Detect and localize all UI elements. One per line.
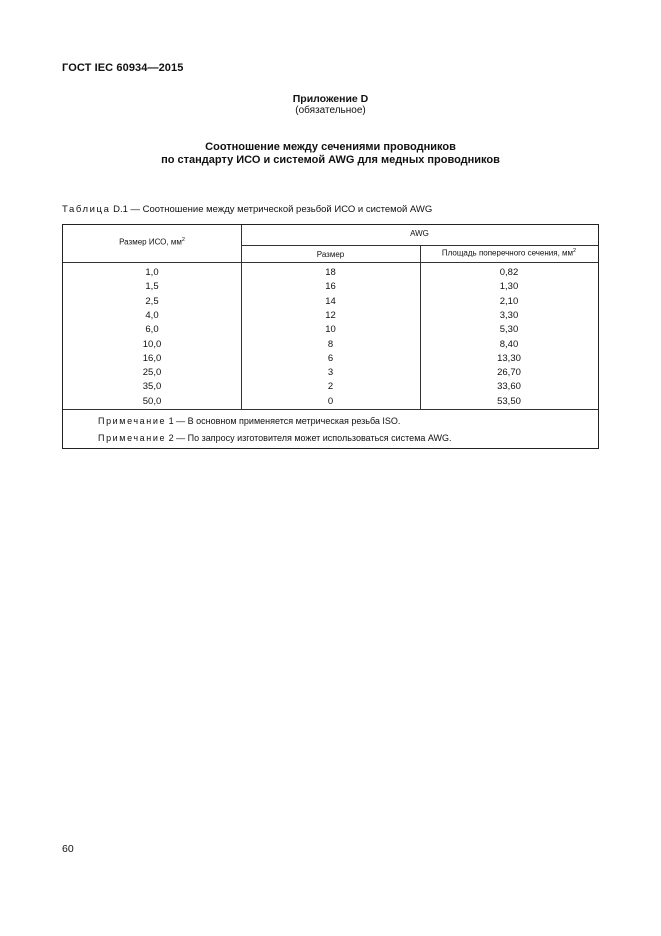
table-note-1: Примечание 1 — В основном применяется метрическая резьба ISO. xyxy=(98,416,401,426)
table-cell-iso: 1,5 xyxy=(145,281,159,293)
table-cell-awg: 6 xyxy=(327,352,334,364)
table-cell-area: 3,30 xyxy=(499,309,519,321)
table-cell-area: 26,70 xyxy=(497,367,521,379)
header-awg-size: Размер xyxy=(316,250,345,259)
table-note-2: Примечание 2 — По запросу изготовителя может использоваться система AWG. xyxy=(98,433,452,443)
table-cell-iso: 16,0 xyxy=(142,352,162,364)
table-cell-awg: 3 xyxy=(327,367,334,379)
header-divider xyxy=(241,245,598,246)
annex-heading-line-2: по стандарту ИСО и системой AWG для медных проводников xyxy=(161,154,500,166)
table-cell-area: 5,30 xyxy=(499,324,519,336)
annex-heading xyxy=(0,141,661,167)
annex-type: (обязательное) xyxy=(295,105,366,116)
table-cell-awg: 0 xyxy=(327,395,334,407)
header-awg: AWG xyxy=(410,229,429,238)
table-cell-awg: 10 xyxy=(325,324,336,336)
header-cross-section: Площадь поперечного сечения, $мм^2$ xyxy=(441,248,577,258)
data-bottom-line xyxy=(63,409,598,410)
table-cell-awg: 2 xyxy=(327,381,334,393)
table-cell-awg: 8 xyxy=(327,338,334,350)
table-cell-area: 33,60 xyxy=(497,381,521,393)
page-number: 60 xyxy=(62,843,74,855)
header-iso-size: Размер ИСО, $мм^2$ xyxy=(119,237,185,247)
table-cell-area: 0,82 xyxy=(499,267,519,278)
table-cell-awg: 12 xyxy=(325,309,336,321)
table-caption xyxy=(62,204,432,215)
table-cell-iso: 1,0 xyxy=(145,267,159,278)
table-cell-iso: 50,0 xyxy=(142,395,162,407)
annex-heading-line-1: Соотношение между сечениями проводников xyxy=(205,141,456,153)
table-cell-iso: 25,0 xyxy=(142,367,162,379)
table-caption-text: D.1 — Соотношение между метрической резьбой ИСО и системой AWG xyxy=(113,204,433,215)
standard-code: ГОСТ IEC 60934—2015 xyxy=(62,62,184,74)
table-cell-iso: 6,0 xyxy=(145,324,159,336)
table-cell-iso: 35,0 xyxy=(142,381,162,393)
table-cell-iso: 2,5 xyxy=(145,295,159,307)
table-cell-awg: 16 xyxy=(325,281,336,293)
table-cell-area: 1,30 xyxy=(499,281,519,293)
table-caption-label: Таблица xyxy=(62,204,111,215)
table-cell-awg: 14 xyxy=(325,295,336,307)
header-bottom-line xyxy=(63,262,598,263)
table-cell-iso: 4,0 xyxy=(145,309,159,321)
table-cell-area: 53,50 xyxy=(497,395,521,407)
table-cell-awg: 18 xyxy=(325,267,336,278)
table-cell-area: 2,10 xyxy=(499,295,519,307)
annex-title: Приложение D xyxy=(292,93,369,105)
table-cell-iso: 10,0 xyxy=(142,338,162,350)
table-cell-area: 13,30 xyxy=(497,352,521,364)
table-cell-area: 8,40 xyxy=(499,338,519,350)
conversion-table xyxy=(62,224,599,449)
